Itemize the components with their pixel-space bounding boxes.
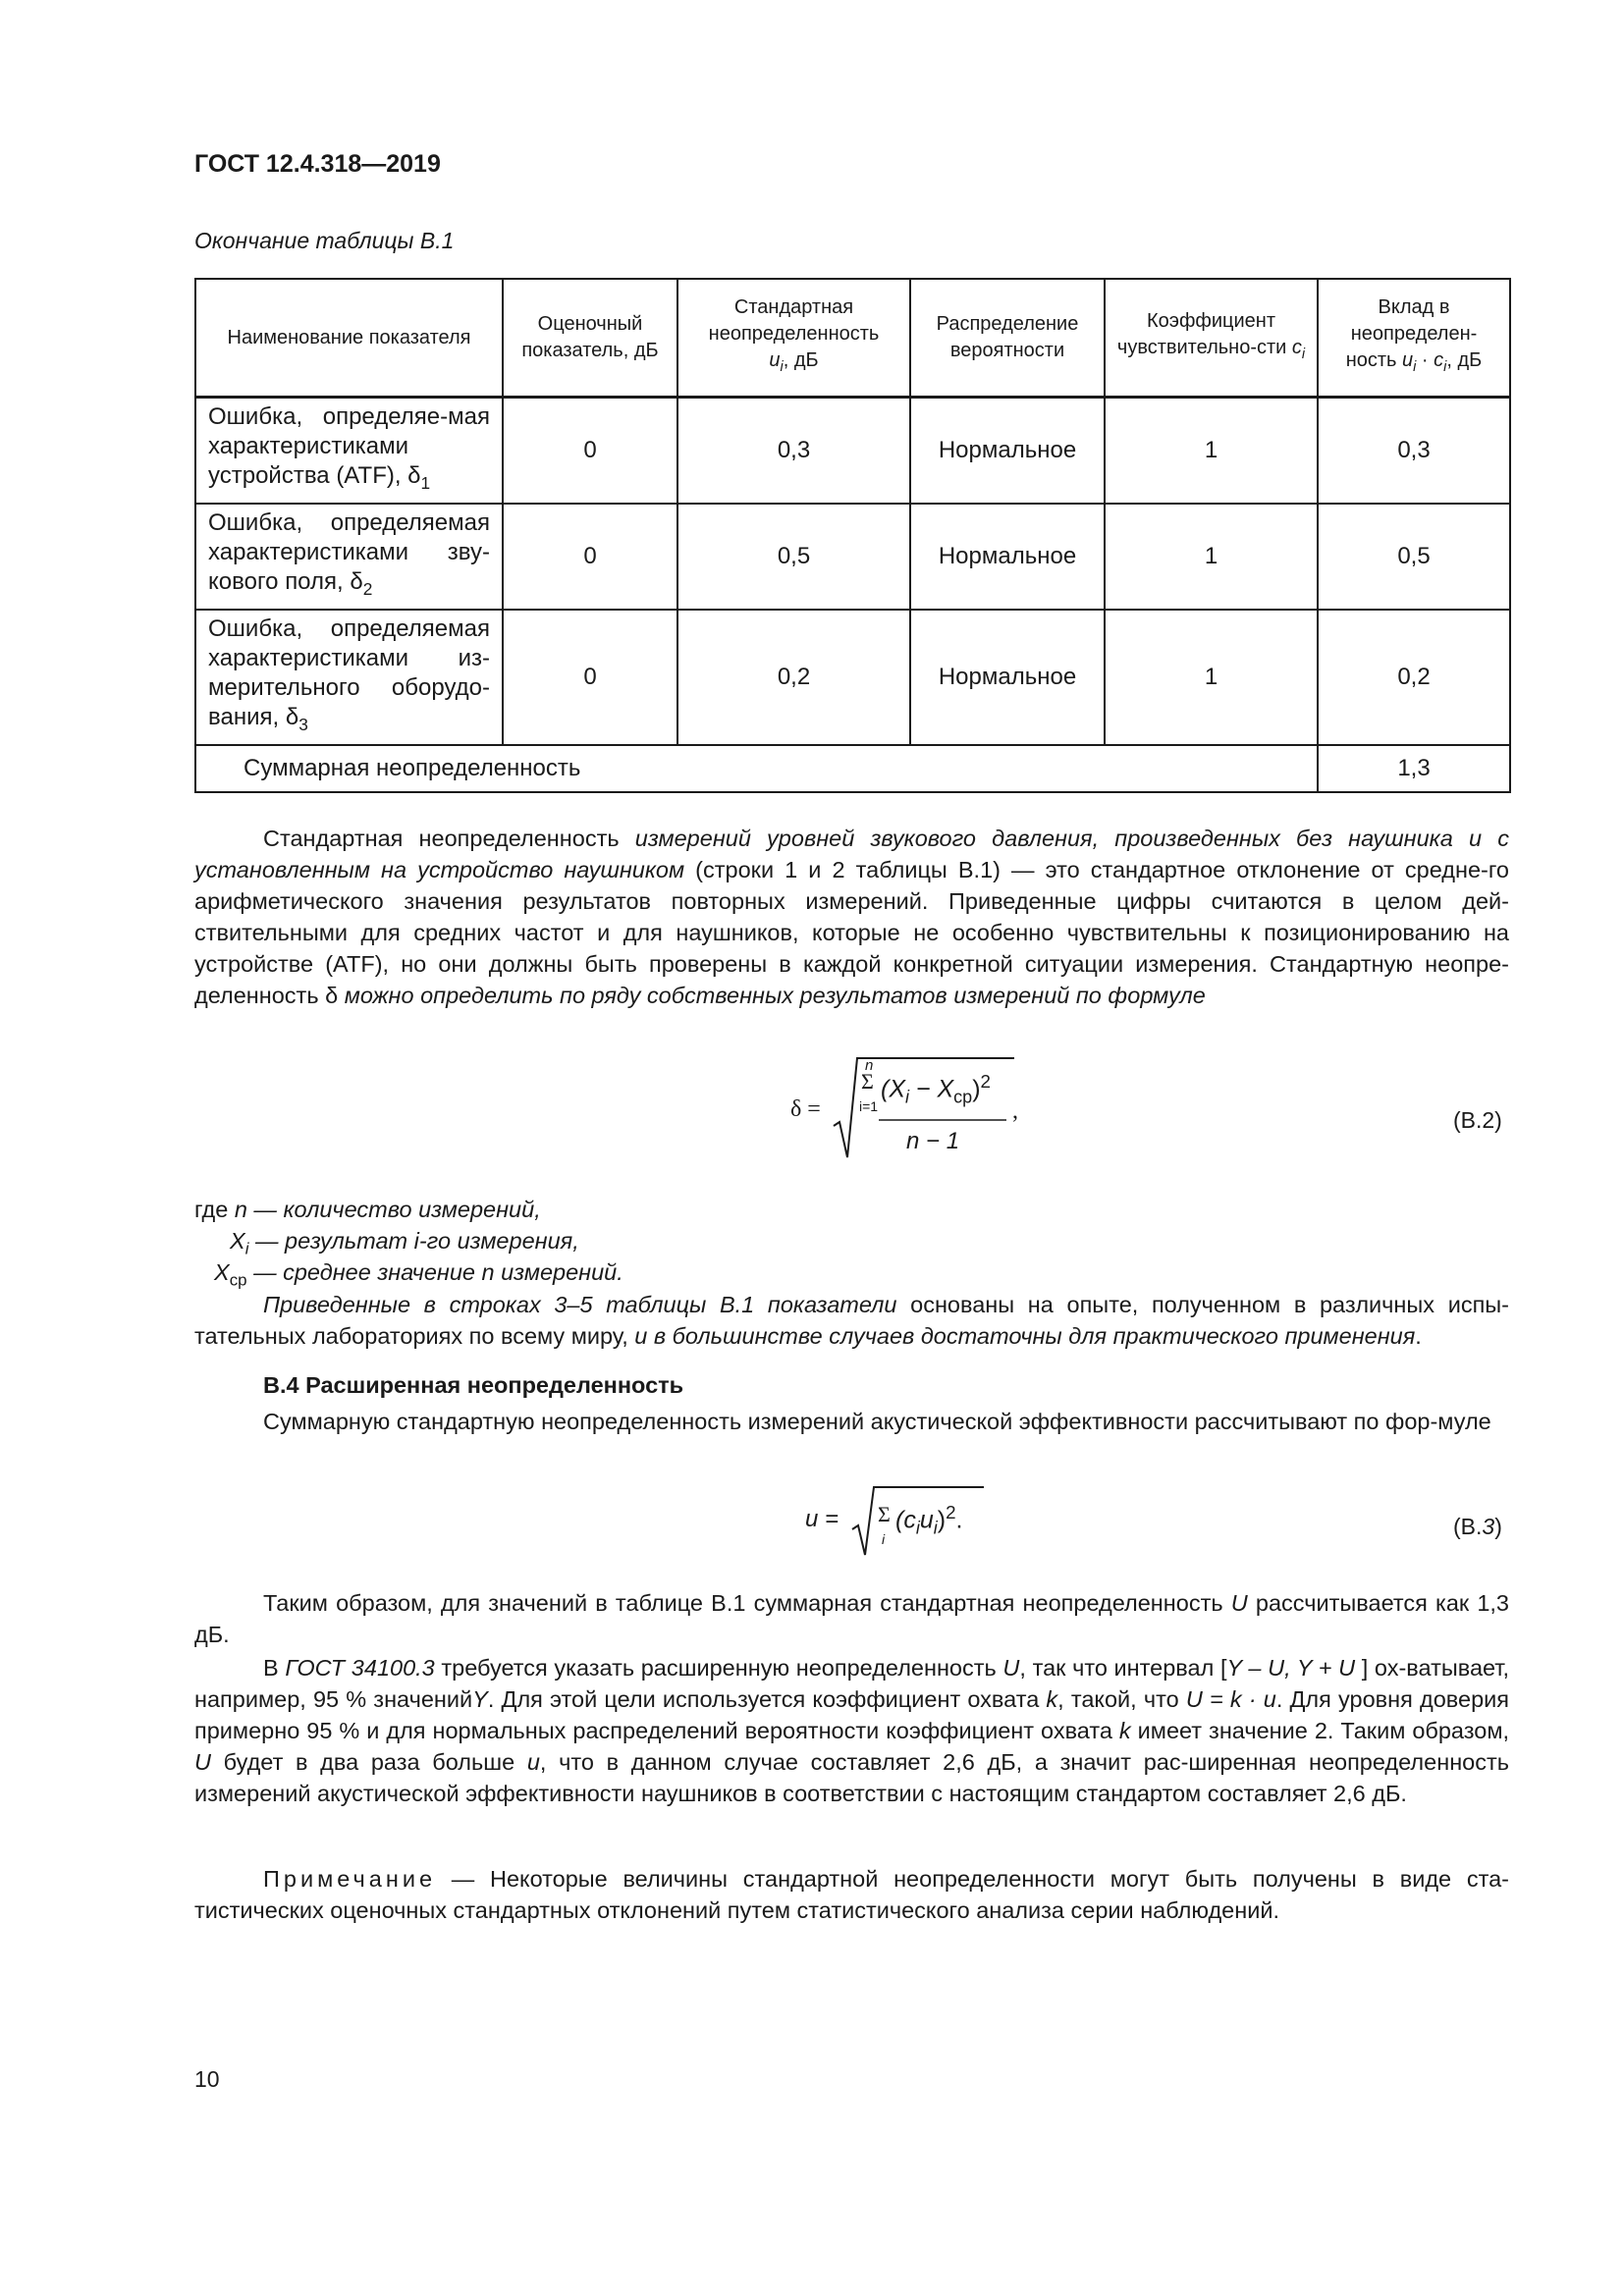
- row-distribution: Нормальное: [910, 398, 1105, 504]
- row-contribution: 0,5: [1318, 504, 1510, 610]
- table-header-row: [195, 279, 1510, 398]
- paragraph-standard-uncertainty: Стандартная неопределенность измерений уровней звукового давления, произведенных без наушника и с установленным на устройство наушником (строки 1 и 2 таблицы В.1) — это стандартное отклонение от средне-го арифметического значения результатов повторных измерений. Приведенные цифры считаются в целом дей-ствительными для средних частот и для наушников, которые не особенно чувствительны к позиционированию на устройстве (ATF), но они должны быть проверены в каждой конкретной ситуации измерения. Стандартную неопре-деленность δ можно определить по ряду собственных результатов измерений по формуле: [194, 826, 1509, 1008]
- row-name: Ошибка, определяемая характеристиками зву-кового поля, $\delta_2$: [195, 504, 503, 610]
- row-name: Ошибка, определяе-мая характеристиками устройства (ATF), $\delta_1$: [195, 398, 503, 504]
- row-contribution: 0,3: [1318, 398, 1510, 504]
- row-std-uncertainty: 0,5: [677, 504, 910, 610]
- where-line-xcp: $X_{ср}$ — среднее значение n измерений.: [214, 1259, 623, 1290]
- table-row: [195, 610, 1510, 745]
- col-header-std-uncertainty: Стандартная неопределенность $u_i$, дБ: [677, 279, 910, 398]
- section-heading-b4: В.4 Расширенная неопределенность: [263, 1372, 684, 1398]
- row-distribution: Нормальное: [910, 504, 1105, 610]
- col-header-contribution: Вклад в неопределен-ность $u_i \cdot c_i$, дБ: [1318, 279, 1510, 398]
- table-caption: Окончание таблицы В.1: [194, 228, 455, 253]
- table-row: [195, 504, 1510, 610]
- col-header-sensitivity: Коэффициент чувствительно-сти $c_i$: [1105, 279, 1318, 398]
- row-std-uncertainty: 0,3: [677, 398, 910, 504]
- row-contribution: 0,2: [1318, 610, 1510, 745]
- paragraph-indicators: Приведенные в строках 3–5 таблицы В.1 показатели основаны на опыте, полученном в различных испы-тательных лабораториях по всему миру, и в большинстве случаев достаточны для практического применения.: [194, 1292, 1510, 1349]
- formula-body: $(c_iu_i)^2$.: [895, 1502, 963, 1538]
- sum-upper-limit: n: [865, 1057, 874, 1074]
- row-estimate: 0: [503, 398, 677, 504]
- numerator: $(X_i - X_{ср})^2$: [881, 1071, 991, 1107]
- where-line-xi: $X_i$ — результат i-го измерения,: [230, 1228, 579, 1258]
- total-value: 1,3: [1318, 745, 1510, 792]
- formula-b2: [790, 1055, 1046, 1163]
- paragraph-total-result: Таким образом, для значений в таблице В.1 суммарная стандартная неопределенность U рассчитывается как 1,3 дБ.: [194, 1590, 1509, 1647]
- sum-lower-limit: i: [882, 1531, 886, 1547]
- table-row: [195, 398, 1510, 504]
- row-std-uncertainty: 0,2: [677, 610, 910, 745]
- note-label: Примечание: [263, 1866, 437, 1892]
- paragraph-expanded-uncertainty: В ГОСТ 34100.3 требуется указать расширенную неопределенность U, так что интервал [Y – U, Y + U ] ох-ватывает, например, 95 % значенийY. Для этой цели используется коэффициент охвата k, такой, что U = k · u. Для уровня доверия примерно 95 % и для нормальных распределений вероятности коэффициент охвата k имеет значение 2. Таким образом, U будет в два раза больше u, что в данном случае составляет 2,6 дБ, а значит рас-ширенная неопределенность измерений акустической эффективности наушников в соответствии с настоящим стандартом составляет 2,6 дБ.: [194, 1655, 1510, 1806]
- note-paragraph: Примечание — Некоторые величины стандартной неопределенности могут быть получены в виде ста-тистических оценочных стандартных отклонений путем статистического анализа серии наблюдений.: [194, 1866, 1509, 1923]
- col-header-estimate: Оценочный показатель, дБ: [503, 279, 677, 398]
- table-total-row: [195, 745, 1510, 792]
- sum-symbol: Σ: [878, 1502, 891, 1526]
- sum-symbol: Σ: [861, 1069, 874, 1094]
- col-header-name: Наименование показателя: [195, 279, 503, 398]
- formula-number-b2: (В.2): [1453, 1107, 1502, 1133]
- row-sensitivity: 1: [1105, 504, 1318, 610]
- formula-number-b3: (В.3): [1453, 1514, 1502, 1539]
- formula-trail: ,: [1012, 1098, 1018, 1124]
- denominator: n − 1: [906, 1128, 960, 1154]
- formula-lhs: u =: [805, 1506, 839, 1532]
- row-distribution: Нормальное: [910, 610, 1105, 745]
- formula-lhs: δ =: [790, 1096, 821, 1122]
- paragraph-combined-uncertainty: Суммарную стандартную неопределенность измерений акустической эффективности рассчитывают по фор-муле: [263, 1409, 1491, 1434]
- row-estimate: 0: [503, 610, 677, 745]
- where-line-n: где n — количество измерений,: [194, 1197, 541, 1222]
- page-number: 10: [194, 2066, 220, 2092]
- document-header: ГОСТ 12.4.318—2019: [194, 150, 441, 178]
- row-sensitivity: 1: [1105, 398, 1318, 504]
- row-sensitivity: 1: [1105, 610, 1318, 745]
- row-estimate: 0: [503, 504, 677, 610]
- row-name: Ошибка, определяемая характеристиками из-мерительного оборудо-вания, $\delta_3$: [195, 610, 503, 745]
- uncertainty-table: [194, 278, 1511, 793]
- col-header-distribution: Распределение вероятности: [910, 279, 1105, 398]
- total-label: Суммарная неопределенность: [195, 745, 1318, 792]
- sum-lower-limit: i=1: [859, 1098, 879, 1114]
- formula-b3: [805, 1484, 1001, 1558]
